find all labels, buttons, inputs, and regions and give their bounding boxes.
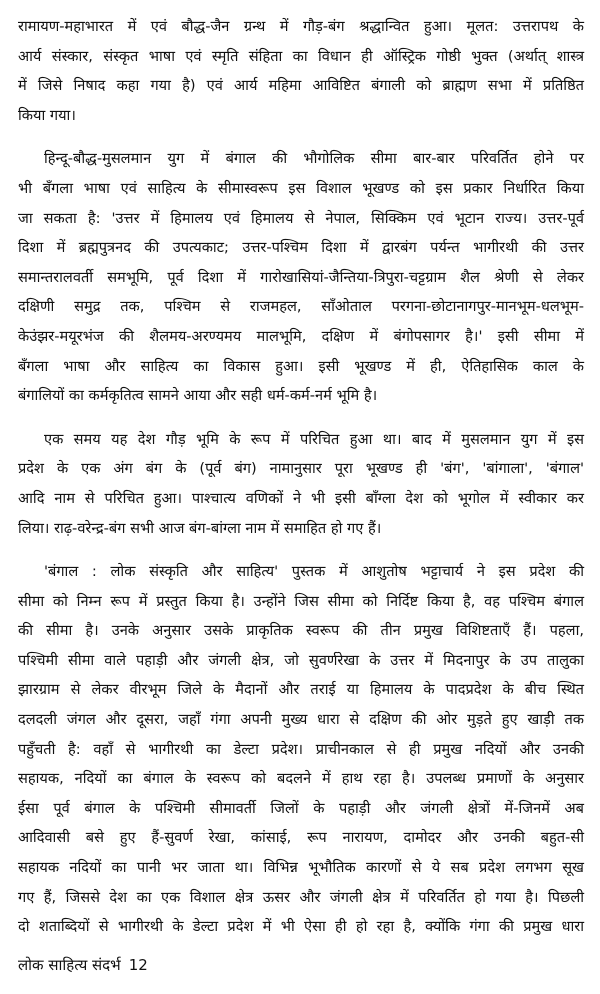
text-line: समान्तरालवर्ती समभूमि, पूर्व दिशा में गारोखासियां-जैन्तिया-त्रिपुरा-चट्टग्राम शैल श्रेणी से लेकर <box>18 268 584 286</box>
text-line: ईसा पूर्व बंगाल के पश्चिमी सीमावर्ती जिलों के पहाड़ी और जंगली क्षेत्रों में-जिनमें अब <box>18 799 584 817</box>
text-line: बंगालियों का कर्मकृतित्व सामने आया और सही धर्म-कर्म-नर्म भूमि है। <box>18 387 378 405</box>
paragraph-1 <box>18 12 584 130</box>
text-line: जा सकता है: 'उत्तर में हिमालय एवं हिमालय से नेपाल, सिक्किम एवं भूटान राज्य। उत्तर-पूर्व <box>18 209 584 227</box>
text-line: 'बंगाल : लोक संस्कृति और साहित्य' पुस्तक में आशुतोष भट्टाचार्य ने इस प्रदेश की <box>44 563 584 581</box>
page-number: 12 <box>128 956 148 974</box>
text-line: दिशा में ब्रह्मपुत्रनद की उपत्यकाट; उत्तर-पश्चिम दिशा में द्वारबंग पर्यन्त भागीरथी की उत्तर <box>18 239 584 257</box>
text-line: सहायक, नदियों का बंगाल के स्वरूप को बदलने में हाथ रहा है। उपलब्ध प्रमाणों के अनुसार <box>18 770 584 788</box>
text-line: दो शताब्दियों से भागीरथी के डेल्टा प्रदेश में भी ऐसा ही हो रहा है, क्योंकि गंगा की प्रमुख धारा <box>18 918 584 936</box>
text-line: दक्षिणी समुद्र तक, पश्चिम से राजमहल, साँओताल परगना-छोटानागपुर-मानभूम-धलभूम- <box>18 298 584 316</box>
paragraph-4 <box>18 557 584 942</box>
page-footer <box>18 955 148 975</box>
text-line: एक समय यह देश गौड़ भूमि के रूप में परिचित हुआ था। बाद में मुसलमान युग में इस <box>44 430 584 448</box>
text-line: बँगला भाषा और साहित्य का विकास हुआ। इसी भूखण्ड में ही, ऐतिहासिक काल के <box>18 357 584 375</box>
text-line: पश्चिमी सीमा वाले पहाड़ी और जंगली क्षेत्र, जो सुवर्णरेखा के उत्तर में मिदनापुर के उप तालुका <box>18 651 584 669</box>
text-line: रामायण-महाभारत में एवं बौद्ध-जैन ग्रन्थ में गौड़-बंग श्रद्धान्वित हुआ। मूलत: उत्तरापथ के <box>18 18 584 35</box>
text-line: सीमा को निम्न रूप में प्रस्तुत किया है। उन्होंने जिस सीमा को निर्दिष्ट किया है, वह पश्चिम बंगाल <box>18 592 584 610</box>
book-title: लोक साहित्य संदर्भ <box>18 956 121 974</box>
page-body <box>18 12 584 942</box>
text-line: पहुँचती है: वहाँ से भागीरथी का डेल्टा प्रदेश। प्राचीनकाल से ही प्रमुख नदियों और उनकी <box>18 740 584 758</box>
text-line: भी बँगला भाषा एवं साहित्य के सीमास्वरूप इस विशाल भूखण्ड को इस प्रकार निर्धारित किया <box>18 179 584 197</box>
text-line: आदिवासी बसे हुए हैं-सुवर्ण रेखा, कांसाई, रूप नारायण, दामोदर और उनकी बहुत-सी <box>18 829 584 847</box>
paragraph-2 <box>18 144 584 410</box>
text-line: आर्य संस्कार, संस्कृत भाषा एवं स्मृति संहिता का विधान ही ऑस्ट्रिक गोष्ठी भुक्त (अर्थात् शास्त्र <box>18 47 584 65</box>
text-line: गए हैं, जिससे देश का एक विशाल क्षेत्र ऊसर और जंगली क्षेत्र में परिवर्तित हो गया है। पिछली <box>18 888 584 906</box>
paragraph-3 <box>18 425 584 543</box>
text-line: केउंझर-मयूरभंज की शैलमय-अरण्यमय मालभूमि, दक्षिण में बंगोपसागर है।' इसी सीमा में <box>18 327 584 345</box>
text-line: की सीमा है। उनके अनुसार उसके प्राकृतिक स्वरूप की तीन प्रमुख विशिष्टताएँ हैं। पहला, <box>18 622 584 640</box>
text-line: प्रदेश के एक अंग बंग के (पूर्व बंग) नामानुसार पूरा भूखण्ड ही 'बंग', 'बांगाला', 'बंगाल' <box>18 460 584 478</box>
text-line: में जिसे निषाद कहा गया है) एवं आर्य महिमा आविष्टित बंगाली को ब्राह्मण सभा में प्रतिष्ठित <box>18 77 584 95</box>
text-line: दलदली जंगल और दूसरा, जहाँ गंगा अपनी मुख्य धारा से दक्षिण की ओर मुड़ते हुए खाड़ी तक <box>18 711 584 729</box>
text-line: हिन्दू-बौद्ध-मुसलमान युग में बंगाल की भौगोलिक सीमा बार-बार परिवर्तित होने पर <box>44 150 584 168</box>
text-line: लिया। राढ़-वरेन्द्र-बंग सभी आज बंग-बांग्ला नाम में समाहित हो गए हैं। <box>18 519 382 537</box>
text-line: किया गया। <box>18 106 76 124</box>
text-line: सहायक नदियों का पानी भर जाता था। विभिन्न भूभौतिक कारणों से ये सब प्रदेश लगभग सूख <box>18 859 584 877</box>
text-line: आदि नाम से परिचित हुआ। पाश्चात्य वणिकों ने भी इसी बाँग्ला देश को भूगोल में स्वीकार कर <box>18 489 584 507</box>
text-line: झारग्राम से लेकर वीरभूम जिले के मैदानों और तराई या हिमालय के पादप्रदेश के बीच स्थित <box>18 681 584 699</box>
